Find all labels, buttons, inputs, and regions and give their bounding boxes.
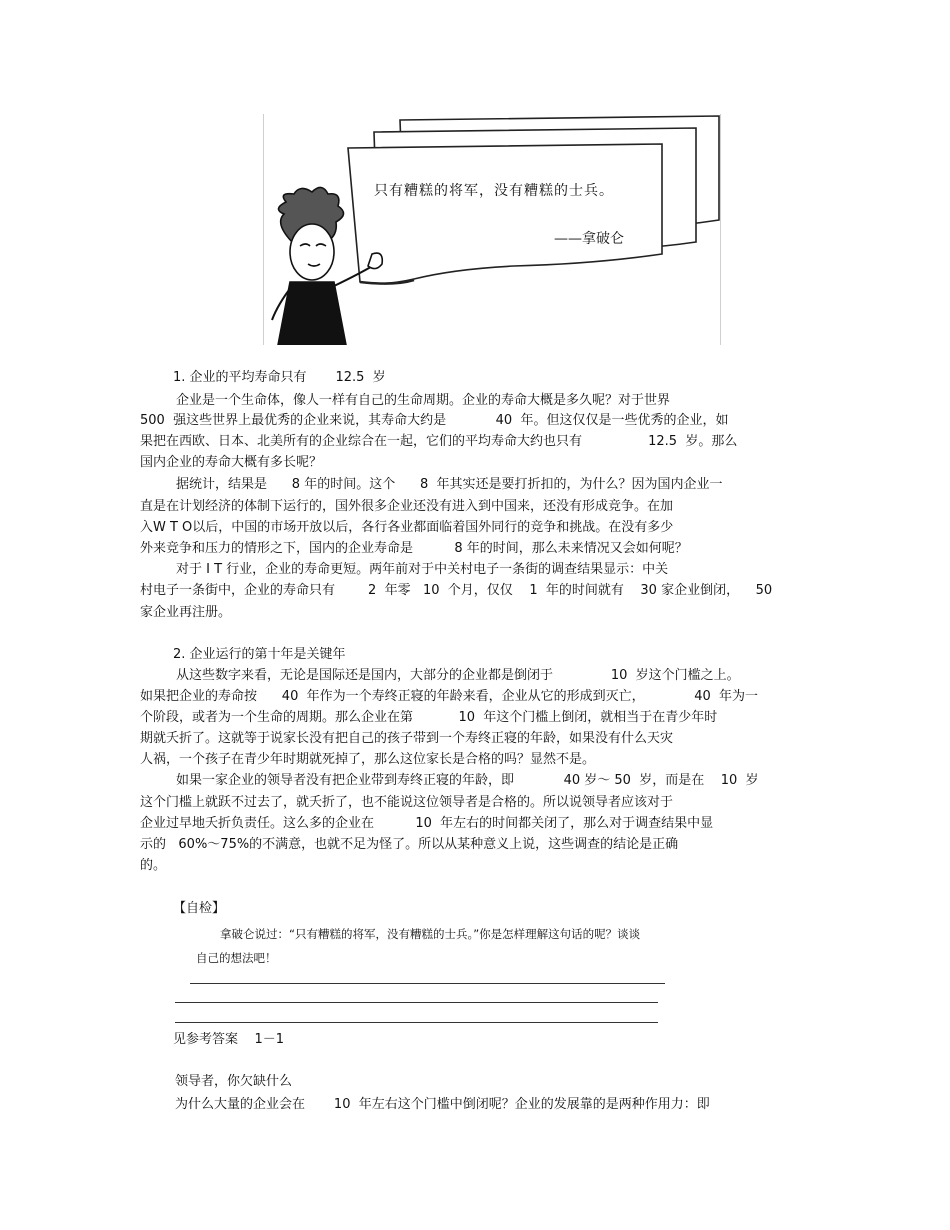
paragraph-line: 这个门槛上就跃不过去了，就夭折了，也不能说这位领导者是合格的。所以说领导者应该对于	[140, 795, 674, 810]
paragraph-line: 示的 60%～75%的不满意，也就不足为怪了。所以从某种意义上说，这些调查的结论是正确	[140, 837, 679, 852]
napoleon-quote-illustration	[263, 114, 721, 345]
paragraph-line: 村电子一条街中，企业的寿命只有 2 年零 10 个月，仅仅 1 年的时间就有 30 家企业倒闭， 50	[140, 583, 773, 598]
paragraph-line: 据统计，结果是 8 年的时间。这个 8 年其实还是要打折扣的，为什么？因为国内企业一	[176, 477, 723, 492]
paragraph-line: 500 强这些世界上最优秀的企业来说，其寿命大约是 40 年。但这仅仅是一些优秀的企业，如	[140, 413, 729, 428]
paragraph-line: 如果把企业的寿命按 40 年作为一个寿终正寝的年龄来看，企业从它的形成到灭亡， 40 年为一	[140, 689, 758, 704]
paragraph-line: 企业过早地夭折负责任。这么多的企业在 10 年左右的时间都关闭了，那么对于调查结果中显	[140, 816, 714, 831]
paragraph-line: 家企业再注册。	[140, 605, 232, 620]
self-check-question: 拿破仑说过：“只有糟糕的将军，没有糟糕的士兵。”你是怎样理解这句话的呢？谈谈	[220, 927, 641, 941]
self-check-question: 自己的想法吧！	[196, 951, 277, 965]
paragraph-line: 入W T O以后，中国的市场开放以后，各行各业都面临着国外同行的竞争和挑战。在没有多少	[140, 520, 674, 535]
paragraph-line: 果把在西欧、日本、北美所有的企业综合在一起，它们的平均寿命大约也只有 12.5 岁。那么	[140, 434, 738, 449]
section-heading-2: 2. 企业运行的第十年是关键年	[173, 647, 346, 662]
answer-line[interactable]	[175, 1022, 658, 1023]
paragraph-line: 国内企业的寿命大概有多长呢？	[140, 455, 323, 470]
paragraph-line: 为什么大量的企业会在 10 年左右这个门槛中倒闭呢？企业的发展靠的是两种作用力：即	[175, 1097, 710, 1112]
paragraph-line: 的。	[140, 858, 167, 873]
paragraph-line: 如果一家企业的领导者没有把企业带到寿终正寝的年龄，即 40 岁～ 50 岁，而是在 10 岁	[176, 773, 759, 788]
paragraph-line: 人祸，一个孩子在青少年时期就死掉了，那么这位家长是合格的吗？显然不是。	[140, 752, 596, 767]
answer-line[interactable]	[175, 1002, 658, 1003]
paragraph-line: 对于 I T 行业，企业的寿命更短。两年前对于中关村电子一条街的调查结果显示：中关	[176, 562, 669, 577]
paragraph-line: 外来竞争和压力的情形之下，国内的企业寿命是 8 年的时间，那么未来情况又会如何呢？	[140, 541, 688, 556]
paragraph-line: 从这些数字来看，无论是国际还是国内，大部分的企业都是倒闭于 10 岁这个门槛之上。	[176, 668, 740, 683]
section-heading-1: 1. 企业的平均寿命只有 12.5 岁	[173, 370, 386, 385]
section-heading-3: 领导者，你欠缺什么	[175, 1074, 293, 1089]
paragraph-line: 期就夭折了。这就等于说家长没有把自己的孩子带到一个寿终正寝的年龄，如果没有什么天灾	[140, 731, 674, 746]
answer-reference: 见参考答案 1－1	[173, 1032, 285, 1047]
quote-author: ——拿破仑	[554, 231, 624, 247]
self-check-heading: 【自检】	[173, 901, 226, 916]
quote-text: 只有糟糕的将军，没有糟糕的士兵。	[374, 183, 614, 199]
answer-line[interactable]	[190, 983, 665, 984]
paragraph-line: 企业是一个生命体，像人一样有自己的生命周期。企业的寿命大概是多久呢？对于世界	[176, 393, 671, 408]
paragraph-line: 直是在计划经济的体制下运行的，国外很多企业还没有进入到中国来，还没有形成竞争。在加	[140, 499, 674, 514]
paragraph-line: 个阶段，或者为一个生命的周期。那么企业在第 10 年这个门槛上倒闭，就相当于在青少年时	[140, 710, 718, 725]
cartoon-cards-drawing	[264, 114, 720, 345]
